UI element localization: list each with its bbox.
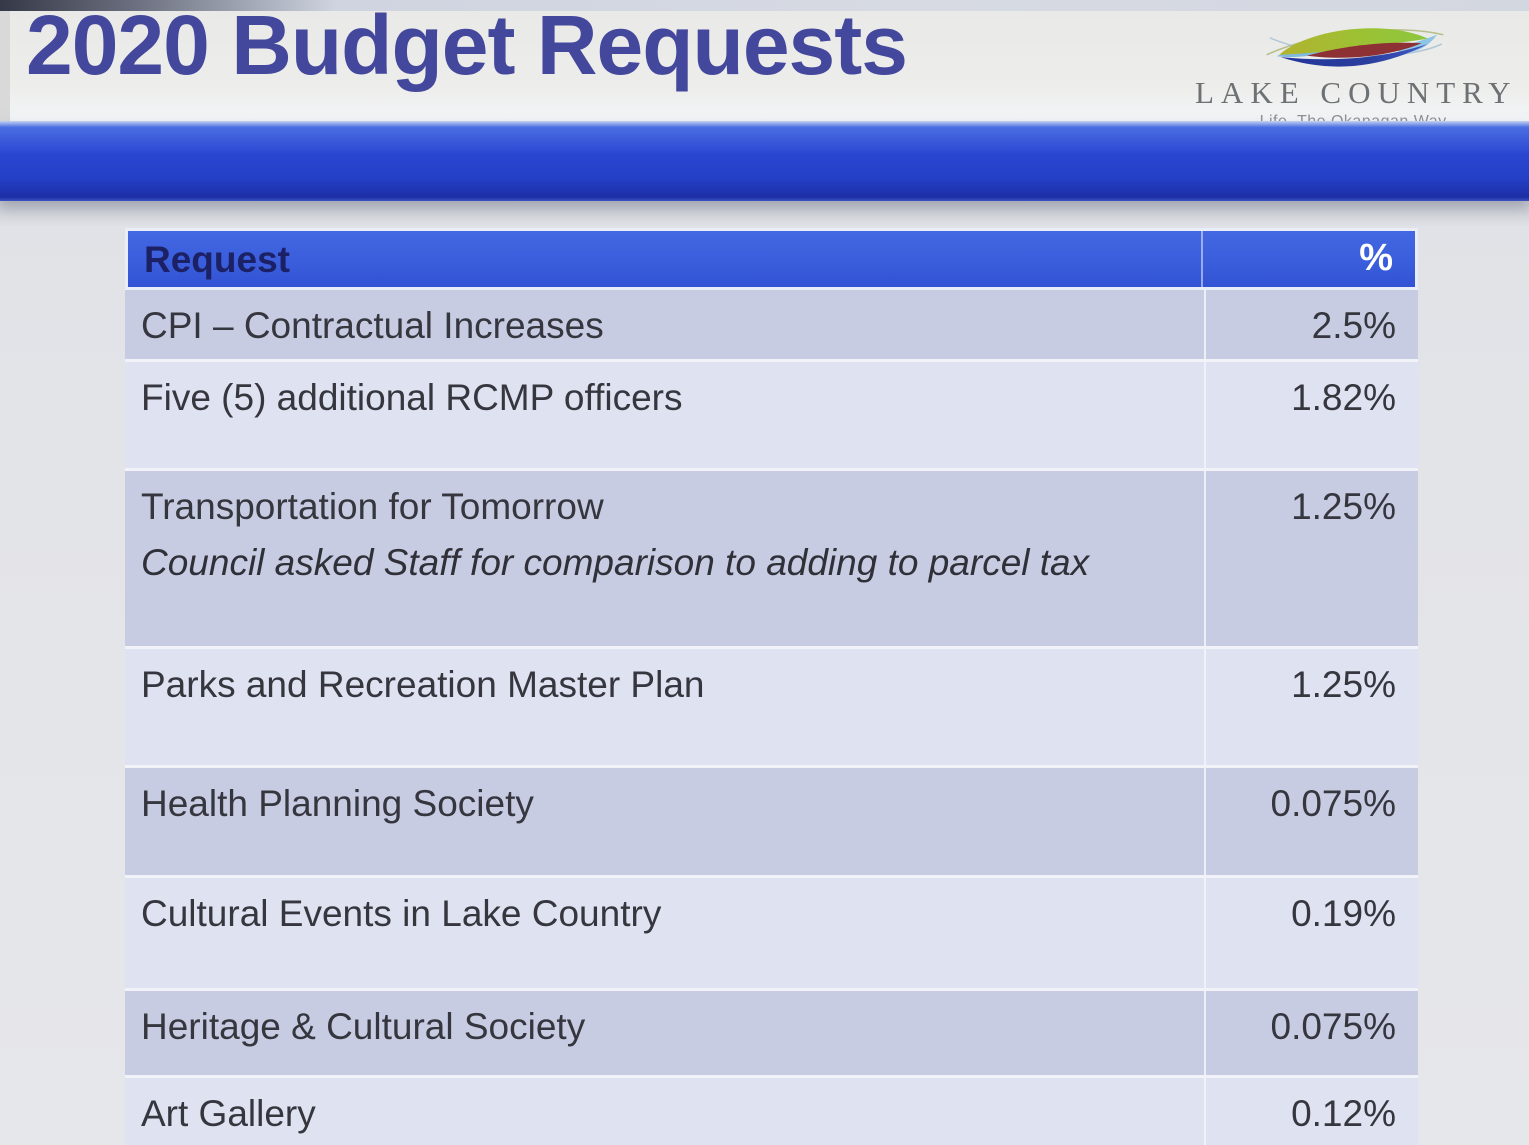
request-cell: Parks and Recreation Master Plan xyxy=(141,664,705,705)
request-note: Council asked Staff for comparison to adding to parcel tax xyxy=(141,542,1090,583)
column-header-request: Request xyxy=(144,239,290,280)
percent-cell: 0.075% xyxy=(1204,768,1418,875)
blue-banner xyxy=(0,121,1529,201)
logo-wordmark: LAKE COUNTRY xyxy=(1195,75,1518,110)
percent-cell: 1.25% xyxy=(1204,649,1418,765)
table-row xyxy=(125,1078,1418,1145)
percent-cell: 1.25% xyxy=(1204,471,1418,646)
column-header-percent: % xyxy=(1201,231,1415,287)
table-row xyxy=(125,768,1418,878)
request-cell: Five (5) additional RCMP officers xyxy=(141,377,683,418)
percent-cell: 0.075% xyxy=(1204,991,1418,1075)
budget-table xyxy=(125,228,1418,1145)
table-row xyxy=(125,649,1418,768)
request-label: Transportation for Tomorrow xyxy=(141,486,604,527)
page-title: 2020 Budget Requests xyxy=(26,0,907,92)
request-cell: CPI – Contractual Increases xyxy=(141,305,604,346)
request-cell: Heritage & Cultural Society xyxy=(141,1006,586,1047)
table-header-row xyxy=(125,228,1418,290)
table-row xyxy=(125,991,1418,1078)
table-row xyxy=(125,362,1418,471)
percent-cell: 0.19% xyxy=(1204,878,1418,988)
table-row xyxy=(125,290,1418,362)
title-bar xyxy=(0,0,1529,121)
percent-cell: 1.82% xyxy=(1204,362,1418,468)
percent-cell: 0.12% xyxy=(1204,1078,1418,1145)
request-cell: Cultural Events in Lake Country xyxy=(141,893,662,934)
request-cell: Art Gallery xyxy=(141,1093,316,1134)
leaf-swoosh-icon xyxy=(1238,13,1472,75)
table-row xyxy=(125,471,1418,649)
lake-country-logo xyxy=(1195,11,1518,131)
percent-cell: 2.5% xyxy=(1204,290,1418,359)
request-cell xyxy=(125,471,1204,646)
request-cell: Health Planning Society xyxy=(141,783,534,824)
table-row xyxy=(125,878,1418,991)
banner-shadow xyxy=(0,201,1529,227)
